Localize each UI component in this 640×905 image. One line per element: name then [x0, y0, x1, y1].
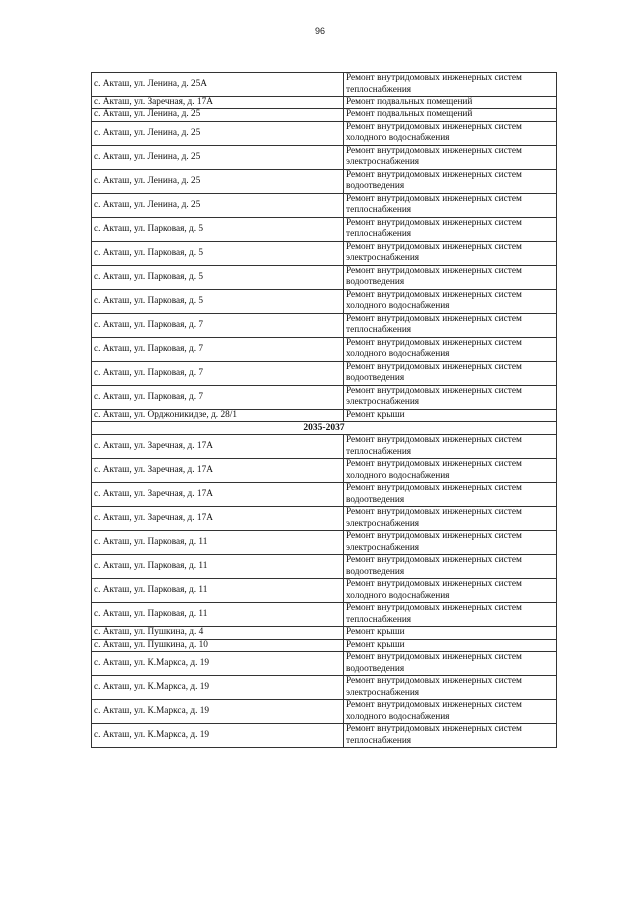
work-cell [344, 724, 557, 748]
table-row [92, 313, 557, 337]
work-cell [344, 579, 557, 603]
work-line: Ремонт подвальных помещений [346, 109, 473, 120]
table-row [92, 435, 557, 459]
table-row [92, 193, 557, 217]
work-line: Ремонт внутридомовых инженерных систем [346, 361, 522, 372]
address-cell: с. Акташ, ул. Ленина, д. 25 [92, 193, 344, 217]
work-line: Ремонт внутридомовых инженерных систем [346, 313, 522, 324]
table-row [92, 217, 557, 241]
work-cell [344, 313, 557, 337]
work-line: Ремонт внутридомовых инженерных систем [346, 193, 522, 204]
work-cell [344, 109, 557, 121]
table-row [92, 145, 557, 169]
work-cell [344, 217, 557, 241]
address-cell: с. Акташ, ул. Парковая, д. 7 [92, 313, 344, 337]
table-row [92, 483, 557, 507]
address-cell: с. Акташ, ул. Парковая, д. 11 [92, 579, 344, 603]
address-cell: с. Акташ, ул. Парковая, д. 7 [92, 361, 344, 385]
table-row [92, 121, 557, 145]
work-line: теплоснабжения [346, 229, 412, 240]
work-cell [344, 603, 557, 627]
work-cell [344, 169, 557, 193]
work-line: Ремонт внутридомовых инженерных систем [346, 459, 522, 470]
address-cell: с. Акташ, ул. Парковая, д. 11 [92, 603, 344, 627]
address-cell: с. Акташ, ул. Парковая, д. 5 [92, 265, 344, 289]
table-row [92, 97, 557, 109]
page-number: 96 [314, 26, 325, 36]
work-cell [344, 193, 557, 217]
work-line: Ремонт внутридомовых инженерных систем [346, 435, 522, 446]
address-cell: с. Акташ, ул. Пушкина, д. 4 [92, 627, 344, 639]
work-line: холодного водоснабжения [346, 590, 450, 601]
work-line: Ремонт внутридомовых инженерных систем [346, 676, 522, 687]
address-cell: с. Акташ, ул. Парковая, д. 11 [92, 531, 344, 555]
work-line: теплоснабжения [346, 735, 412, 746]
work-cell [344, 121, 557, 145]
work-line: Ремонт внутридомовых инженерных систем [346, 579, 522, 590]
work-line: электроснабжения [346, 253, 420, 264]
work-cell [344, 676, 557, 700]
work-cell [344, 435, 557, 459]
work-line: Ремонт внутридомовых инженерных систем [346, 483, 522, 494]
table-row [92, 169, 557, 193]
work-line: Ремонт внутридомовых инженерных систем [346, 385, 522, 396]
table-row [92, 639, 557, 651]
work-line: электроснабжения [346, 157, 420, 168]
work-line: водоотведения [346, 277, 405, 288]
work-cell [344, 265, 557, 289]
work-line: холодного водоснабжения [346, 711, 450, 722]
address-cell: с. Акташ, ул. Пушкина, д. 10 [92, 639, 344, 651]
work-line: холодного водоснабжения [346, 470, 450, 481]
table-row [92, 337, 557, 361]
work-cell [344, 700, 557, 724]
work-cell [344, 289, 557, 313]
work-line: холодного водоснабжения [346, 349, 450, 360]
address-cell: с. Акташ, ул. К.Маркса, д. 19 [92, 724, 344, 748]
address-cell: с. Акташ, ул. Заречная, д. 17А [92, 459, 344, 483]
work-line: теплоснабжения [346, 325, 412, 336]
address-cell: с. Акташ, ул. К.Маркса, д. 19 [92, 700, 344, 724]
work-line: электроснабжения [346, 542, 420, 553]
work-cell [344, 531, 557, 555]
address-cell: с. Акташ, ул. Ленина, д. 25А [92, 73, 344, 97]
work-line: электроснабжения [346, 397, 420, 408]
work-line: Ремонт крыши [346, 627, 405, 638]
work-line: теплоснабжения [346, 205, 412, 216]
work-cell [344, 337, 557, 361]
work-cell [344, 507, 557, 531]
address-cell: с. Акташ, ул. Заречная, д. 17А [92, 483, 344, 507]
work-line: Ремонт внутридомовых инженерных систем [346, 145, 522, 156]
table-row [92, 724, 557, 748]
table-row [92, 289, 557, 313]
work-line: Ремонт внутридомовых инженерных систем [346, 169, 522, 180]
work-line: Ремонт внутридомовых инженерных систем [346, 241, 522, 252]
work-cell [344, 409, 557, 421]
address-cell: с. Акташ, ул. Заречная, д. 17А [92, 507, 344, 531]
work-line: водоотведения [346, 373, 405, 384]
work-line: Ремонт крыши [346, 409, 405, 420]
work-line: теплоснабжения [346, 614, 412, 625]
work-line: Ремонт внутридомовых инженерных систем [346, 73, 522, 84]
table-row [92, 700, 557, 724]
address-cell: с. Акташ, ул. Ленина, д. 25 [92, 169, 344, 193]
address-cell: с. Акташ, ул. Парковая, д. 7 [92, 385, 344, 409]
address-cell: с. Акташ, ул. Парковая, д. 5 [92, 241, 344, 265]
table-row [92, 603, 557, 627]
work-cell [344, 555, 557, 579]
table-row [92, 555, 557, 579]
address-cell: с. Акташ, ул. Заречная, д. 17А [92, 435, 344, 459]
repair-schedule-table [91, 72, 557, 748]
work-line: Ремонт внутридомовых инженерных систем [346, 337, 522, 348]
work-line: холодного водоснабжения [346, 301, 450, 312]
address-cell: с. Акташ, ул. К.Маркса, д. 19 [92, 676, 344, 700]
work-cell [344, 639, 557, 651]
table-row [92, 676, 557, 700]
work-line: электроснабжения [346, 687, 420, 698]
work-cell [344, 385, 557, 409]
table-row [92, 579, 557, 603]
work-cell [344, 97, 557, 109]
address-cell: с. Акташ, ул. Парковая, д. 5 [92, 217, 344, 241]
address-cell: с. Акташ, ул. Заречная, д. 17А [92, 97, 344, 109]
work-line: Ремонт внутридомовых инженерных систем [346, 265, 522, 276]
work-line: Ремонт внутридомовых инженерных систем [346, 724, 522, 735]
work-line: водоотведения [346, 181, 405, 192]
work-line: Ремонт внутридомовых инженерных систем [346, 121, 522, 132]
address-cell: с. Акташ, ул. Парковая, д. 5 [92, 289, 344, 313]
work-line: теплоснабжения [346, 84, 412, 95]
work-line: Ремонт внутридомовых инженерных систем [346, 217, 522, 228]
work-line: Ремонт подвальных помещений [346, 97, 473, 107]
table-row [92, 627, 557, 639]
work-line: Ремонт внутридомовых инженерных систем [346, 700, 522, 711]
work-line: Ремонт внутридомовых инженерных систем [346, 603, 522, 614]
address-cell: с. Акташ, ул. Парковая, д. 7 [92, 337, 344, 361]
work-cell [344, 145, 557, 169]
table-row [92, 459, 557, 483]
address-cell: с. Акташ, ул. Ленина, д. 25 [92, 121, 344, 145]
work-line: холодного водоснабжения [346, 133, 450, 144]
table-row [92, 652, 557, 676]
table-row [92, 507, 557, 531]
rows-group-after [92, 435, 557, 748]
work-line: электроснабжения [346, 518, 420, 529]
address-cell: с. Акташ, ул. К.Маркса, д. 19 [92, 652, 344, 676]
work-cell [344, 73, 557, 97]
period-group [92, 422, 557, 435]
work-line: Ремонт внутридомовых инженерных систем [346, 289, 522, 300]
table-row [92, 265, 557, 289]
work-line: Ремонт внутридомовых инженерных систем [346, 555, 522, 566]
period-row [92, 422, 557, 435]
work-line: водоотведения [346, 494, 405, 505]
work-line: Ремонт крыши [346, 639, 405, 650]
work-line: Ремонт внутридомовых инженерных систем [346, 531, 522, 542]
work-line: Ремонт внутридомовых инженерных систем [346, 652, 522, 663]
work-cell [344, 652, 557, 676]
address-cell: с. Акташ, ул. Ленина, д. 25 [92, 109, 344, 121]
work-cell [344, 459, 557, 483]
work-line: теплоснабжения [346, 446, 412, 457]
table-row [92, 109, 557, 121]
work-cell [344, 627, 557, 639]
table-row [92, 361, 557, 385]
table-row [92, 385, 557, 409]
table-row [92, 73, 557, 97]
rows-group-before [92, 73, 557, 422]
table-row [92, 409, 557, 421]
address-cell: с. Акташ, ул. Орджоникидзе, д. 28/1 [92, 409, 344, 421]
work-line: Ремонт внутридомовых инженерных систем [346, 507, 522, 518]
work-cell [344, 483, 557, 507]
work-line: водоотведения [346, 663, 405, 674]
address-cell: с. Акташ, ул. Ленина, д. 25 [92, 145, 344, 169]
work-cell [344, 241, 557, 265]
work-cell [344, 361, 557, 385]
table-row [92, 241, 557, 265]
period-label: 2035-2037 [92, 422, 557, 435]
address-cell: с. Акташ, ул. Парковая, д. 11 [92, 555, 344, 579]
table-row [92, 531, 557, 555]
work-line: водоотведения [346, 566, 405, 577]
